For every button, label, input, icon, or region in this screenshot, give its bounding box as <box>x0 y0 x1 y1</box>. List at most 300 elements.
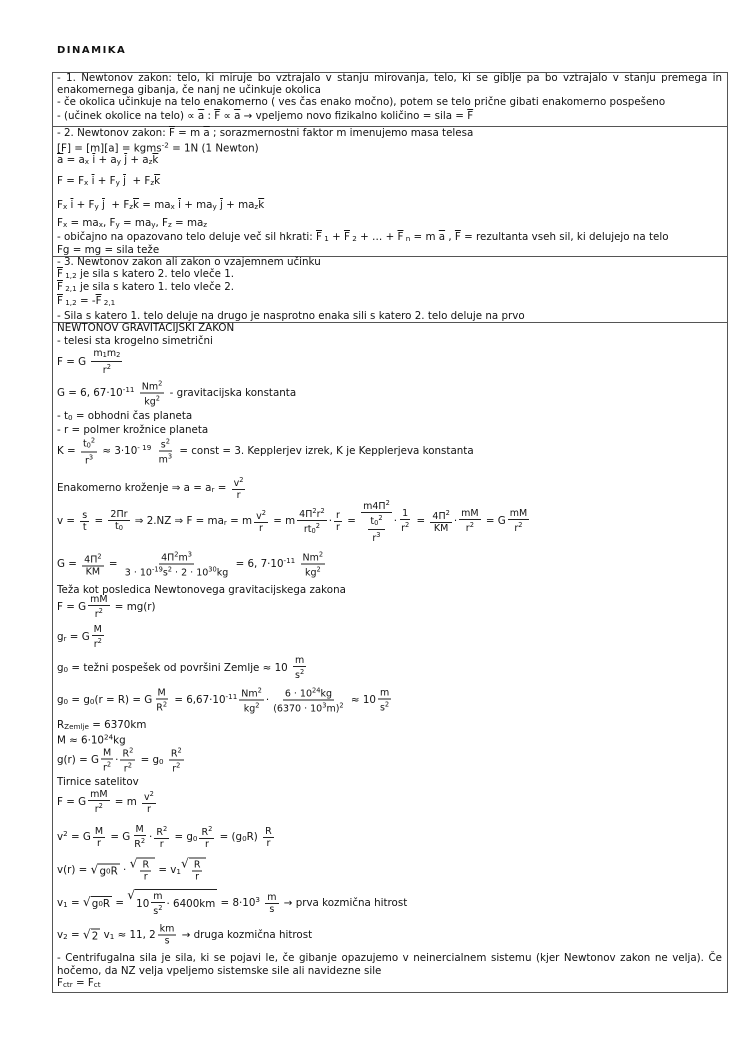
fraction-numerator <box>199 824 214 839</box>
superscript: 2 <box>299 668 305 676</box>
square-root <box>127 889 217 917</box>
vector-symbol: $\overline{k}$ <box>258 199 265 211</box>
text-run: = ma <box>139 199 171 211</box>
superscript: -19 <box>151 565 163 574</box>
text-run: = m <box>410 231 439 243</box>
fraction-numerator <box>120 746 135 761</box>
fraction <box>199 824 214 850</box>
fraction <box>158 924 177 947</box>
text-run: - običajno na opazovano telo deluje več sil hkrati: <box>57 231 317 243</box>
fraction-numerator <box>263 826 274 838</box>
text-run: r <box>372 533 377 544</box>
text-run: r <box>514 523 519 534</box>
superscript: 3 <box>322 701 327 710</box>
text-line <box>57 746 186 775</box>
fraction <box>140 860 151 883</box>
subscript: ctr <box>62 980 73 989</box>
text-run: = - <box>76 295 96 307</box>
fraction-numerator <box>81 436 97 453</box>
text-run: + ma <box>180 199 213 211</box>
text-run: G = 6, 67·10 <box>57 387 123 399</box>
superscript: 2 <box>97 552 102 560</box>
superscript: 3 <box>167 452 173 461</box>
text-run: , <box>445 231 455 243</box>
text-run: 4Π <box>299 508 313 520</box>
text-run: = v <box>155 864 177 876</box>
subscript: r <box>211 485 215 494</box>
superscript: 2 <box>158 379 163 388</box>
fraction <box>88 594 109 620</box>
fraction-numerator <box>92 624 104 636</box>
subscript: r <box>63 634 67 643</box>
text-run: Fg = mg = sila teže <box>57 244 160 256</box>
text-run: r <box>103 762 107 773</box>
fraction-denominator <box>193 872 201 883</box>
fraction <box>151 891 164 917</box>
superscript: 2 <box>261 509 266 517</box>
text-run: R <box>134 839 141 850</box>
text-run: = 1N (1 Newton) <box>168 142 259 155</box>
text-run: kg <box>113 734 126 747</box>
text-run: - Centrifugalna sila je sila, ki se pojavi le, če gibanje opazujemo v neinercialnem sistemu (kjer Newtonov zakon ne velja). Če <box>57 952 722 964</box>
text-run: r <box>94 609 99 620</box>
text-run: R <box>110 865 118 877</box>
fraction-denominator <box>303 565 323 579</box>
fraction-numerator <box>508 508 529 520</box>
vector-symbol: $\overline{a}$ <box>197 110 205 122</box>
fraction-numerator <box>400 508 410 520</box>
text-run: R <box>142 859 150 871</box>
text-run: r <box>236 490 241 501</box>
text-run: r <box>123 763 128 775</box>
subscript: 0 <box>105 866 111 875</box>
superscript: 2 <box>162 700 168 708</box>
text-line <box>57 686 393 715</box>
text-run: km <box>159 923 175 935</box>
text-run: mM <box>90 789 108 800</box>
subscript: y <box>116 157 121 166</box>
text-run: = (g <box>216 831 243 843</box>
text-run: + … + <box>356 231 398 243</box>
text-run: enakomernega gibanja, če nanj ne učinkuje okolica <box>57 84 321 96</box>
document-title: DINAMIKA <box>57 45 127 56</box>
fraction-numerator <box>159 437 172 452</box>
text-run: · <box>453 515 458 527</box>
text-run: · <box>119 864 130 876</box>
text-run: m <box>153 891 163 902</box>
superscript: 2 <box>63 829 68 838</box>
text-line <box>57 824 276 850</box>
text-run: = g <box>171 831 193 843</box>
text-line <box>57 140 259 155</box>
fraction-denominator <box>157 452 175 466</box>
fraction-numerator <box>297 506 327 521</box>
text-run: F <box>57 199 63 211</box>
text-run: · <box>328 515 333 527</box>
radicand <box>91 928 101 942</box>
text-run: r <box>401 523 405 534</box>
text-run: hočemo, da NZ velja vpeljemo sistemske sile ali navidezne sile <box>57 965 382 977</box>
fraction <box>80 510 89 533</box>
fraction-denominator <box>257 523 265 534</box>
superscript: 3 <box>187 550 192 559</box>
vector-symbol: $\overline{F}$ <box>214 110 221 122</box>
superscript: 2 <box>384 700 390 708</box>
text-run: · 6400km <box>166 898 216 910</box>
superscript: 2 <box>469 521 474 529</box>
fraction <box>81 436 97 467</box>
fraction-numerator <box>361 498 392 513</box>
text-run <box>260 897 263 909</box>
text-run: r <box>159 839 164 850</box>
subscript: 0 <box>242 834 247 843</box>
fraction-numerator <box>93 826 105 838</box>
radicand <box>137 858 155 883</box>
text-run: 1 <box>402 508 409 519</box>
text-run: s <box>379 702 385 713</box>
vector-symbol: $\overline{a}$ <box>203 127 210 139</box>
fraction <box>132 824 147 850</box>
subscript: x <box>62 220 68 229</box>
text-run: R <box>122 748 130 760</box>
text-run: = ma <box>171 217 204 229</box>
superscript: 2 <box>339 701 344 710</box>
vector-symbol: $\overline{F}$ <box>57 268 63 280</box>
text-run <box>135 387 138 399</box>
text-line <box>57 348 124 376</box>
text-run: KM <box>433 523 449 534</box>
text-run: t <box>114 520 119 532</box>
text-run: - 1. Newtonov zakon: telo, ki miruje bo vztrajalo v stanju mirovanja, telo, ki se giblje pa bo vztrajalo v stanju premega in <box>57 72 722 84</box>
text-run: F <box>57 977 63 989</box>
fraction <box>239 686 264 715</box>
text-run: kg <box>320 688 333 700</box>
text-line <box>57 952 722 964</box>
superscript: 2 <box>320 506 325 515</box>
subscript: 0 <box>192 834 198 843</box>
fraction <box>108 509 129 534</box>
text-run: M <box>102 747 112 758</box>
superscript: -11 <box>283 556 296 565</box>
subscript: 2 <box>349 234 357 243</box>
fraction-denominator <box>170 761 182 775</box>
text-run: R <box>156 702 163 713</box>
subscript: y <box>151 220 156 229</box>
text-run: = ma <box>119 217 152 229</box>
superscript: 2 <box>312 506 317 515</box>
fraction-denominator <box>151 903 164 917</box>
text-run: = m <box>174 127 204 139</box>
fraction <box>91 348 122 376</box>
subscript: z <box>129 202 134 211</box>
text-run: - Sila s katero 1. telo deluje na drugo je nasprotno enaka sili s katero 2. telo deluje na prvo <box>57 310 525 322</box>
text-run: t <box>82 521 87 533</box>
text-run: v = <box>57 515 79 527</box>
fraction <box>169 746 184 775</box>
text-run: · 2 · 10 <box>172 567 209 579</box>
fraction <box>361 498 392 544</box>
fraction-denominator <box>122 761 134 775</box>
text-run: kg <box>243 703 256 715</box>
text-line <box>57 889 407 917</box>
text-line <box>57 295 115 309</box>
subscript: Zemlje <box>64 722 89 731</box>
text-run: m <box>106 348 117 359</box>
fraction-denominator <box>113 521 125 534</box>
superscript: - 19 <box>137 443 152 452</box>
text-run: r <box>195 871 200 883</box>
fraction-denominator <box>464 520 476 534</box>
text-run: v <box>57 831 64 843</box>
text-run: = a <box>63 154 85 166</box>
superscript: 24 <box>104 732 114 742</box>
subscript: 2,1 <box>101 298 116 307</box>
text-run: · <box>393 515 398 527</box>
superscript: 2 <box>106 760 112 768</box>
fraction <box>254 508 268 534</box>
text-run: - če okolica učinkuje na telo enakomerno ( ves čas enako močno), potem se telo prične gibati enakomerno pospešeno <box>57 96 666 108</box>
text-run: m4Π <box>363 501 386 512</box>
text-run: g <box>57 694 64 706</box>
superscript: 2 <box>165 437 170 446</box>
superscript: 2 <box>174 550 179 559</box>
text-run: = 6370km <box>88 719 147 731</box>
fraction <box>293 655 306 681</box>
text-run: ⇒ 2.NZ ⇒ F = ma <box>131 515 224 527</box>
text-run: - telesi sta krogelno simetrični <box>57 335 213 347</box>
text-line <box>57 436 474 467</box>
vector-symbol: $\overline{j}$ <box>124 154 128 166</box>
text-run: · <box>115 754 119 766</box>
vector-symbol: $\overline{F}$ <box>454 231 461 243</box>
fraction-numerator <box>239 686 264 701</box>
text-run: → vpeljemo novo fizikalno količino = sila = <box>240 110 468 122</box>
text-run: m <box>178 552 188 564</box>
fraction <box>120 746 135 775</box>
fraction-denominator <box>93 801 105 815</box>
text-run: = <box>105 558 121 570</box>
fraction-numerator <box>169 746 184 761</box>
fraction-denominator <box>101 759 113 773</box>
text-line <box>57 127 473 139</box>
vector-symbol: $\overline{i}$ <box>91 175 95 187</box>
fraction <box>508 508 529 534</box>
superscript: 2 <box>106 363 111 371</box>
vector-symbol: $\overline{a}$ <box>438 231 446 243</box>
text-run: = 8·10 <box>217 897 256 909</box>
fraction-denominator <box>145 804 153 815</box>
text-run: r <box>93 639 98 650</box>
text-run: 3 · 10 <box>124 567 152 579</box>
fraction-numerator <box>158 924 177 936</box>
fraction <box>88 789 109 815</box>
radical-sign-icon: √ <box>127 888 136 902</box>
text-run: m <box>158 454 168 466</box>
vector-symbol: $\overline{i}$ <box>178 199 181 211</box>
superscript: 2 <box>176 761 181 770</box>
text-run: rt <box>303 523 312 535</box>
subscript: 0 <box>374 519 379 527</box>
text-line <box>57 732 126 747</box>
text-run: m <box>379 687 390 698</box>
text-run: = g <box>137 754 160 766</box>
text-run: = ma <box>67 217 99 229</box>
subscript: y <box>212 202 217 211</box>
text-line <box>57 498 531 544</box>
text-run: = <box>112 897 128 909</box>
fraction <box>297 506 327 537</box>
fraction-numerator <box>368 513 384 530</box>
vector-symbol: $\overline{F}$ <box>467 110 474 122</box>
text-run: Nm <box>141 381 159 393</box>
text-line <box>57 924 312 947</box>
text-run: mM <box>90 594 108 605</box>
fraction-denominator <box>83 453 95 467</box>
subscript: 0 <box>311 526 316 535</box>
text-run: 4Π <box>84 554 98 565</box>
text-run: - 3. Newtonov zakon ali zakon o vzajemnem učinku <box>57 256 321 268</box>
text-run: s <box>162 567 168 579</box>
text-run: m) <box>326 703 340 715</box>
text-run: r <box>465 523 470 534</box>
subscript: 2 <box>116 351 121 359</box>
text-run: 2Πr <box>110 508 128 520</box>
text-line <box>57 110 473 122</box>
text-run: R <box>102 898 111 910</box>
text-run: M ≈ 6·10 <box>57 734 104 747</box>
text-run: mM <box>461 508 479 519</box>
superscript: 2 <box>315 521 320 530</box>
text-run: t <box>82 438 87 450</box>
text-run: = <box>67 929 83 941</box>
text-run: ; sorazmernostni faktor m imenujemo masa telesa <box>209 127 474 139</box>
text-line <box>57 858 206 883</box>
text-run: r <box>84 455 89 467</box>
superscript: 2 <box>378 514 383 522</box>
vector-symbol: $\overline{i}$ <box>70 199 74 211</box>
subscript: ct <box>93 980 101 989</box>
text-run: v(r) = <box>57 864 91 876</box>
text-run: = rezultanta vseh sil, ki delujejo na telo <box>460 231 669 243</box>
text-run: 6 · 10 <box>284 688 313 700</box>
text-line <box>57 281 234 295</box>
square-root <box>83 896 112 910</box>
subscript: 0 <box>98 899 103 908</box>
superscript: 2 <box>404 521 410 529</box>
vector-symbol: $\overline{F}$ <box>57 295 63 307</box>
text-run: r <box>102 365 107 376</box>
text-run: kg <box>304 567 317 579</box>
text-run: R <box>265 825 272 837</box>
subscript: r <box>223 518 227 527</box>
superscript: -11 <box>225 692 238 701</box>
text-run: F = G <box>57 356 90 368</box>
text-run: : <box>204 110 215 122</box>
vector-symbol: $\overline{F}$ <box>168 127 175 139</box>
fraction <box>430 508 451 534</box>
text-run <box>295 558 298 570</box>
text-run: = const = 3. Kepplerjev izrek, K je Kepplerjeva konstanta <box>176 445 474 457</box>
fraction-denominator <box>378 699 391 713</box>
vector-symbol: $\overline{a}$ <box>57 154 64 166</box>
text-run: m <box>267 891 277 903</box>
subscript: 0 <box>68 413 73 422</box>
text-line <box>57 335 213 347</box>
square-root <box>91 863 120 877</box>
subscript: z <box>168 220 172 229</box>
fraction-numerator <box>82 551 103 566</box>
text-run: R <box>156 827 163 838</box>
text-run <box>151 445 154 457</box>
fraction-denominator <box>95 838 103 849</box>
text-run: NEWTONOV GRAVITACIJSKI ZAKON <box>57 322 235 334</box>
fraction-numerator <box>134 824 146 836</box>
text-run: + <box>328 231 345 243</box>
superscript: -2 <box>161 140 169 150</box>
subscript: n <box>403 234 411 243</box>
fraction-numerator <box>101 747 113 759</box>
text-run: 4Π <box>432 511 446 522</box>
text-run: s <box>82 509 88 521</box>
text-line <box>57 217 207 231</box>
text-run: = F <box>72 977 94 989</box>
superscript: 30 <box>208 565 217 574</box>
text-run: ∝ <box>220 110 235 122</box>
text-run: - gravitacijska konstanta <box>166 387 297 399</box>
text-run: v <box>57 897 64 909</box>
text-run: + a <box>95 154 117 166</box>
text-run: M <box>157 687 166 698</box>
text-run: m <box>294 655 305 666</box>
fraction-denominator <box>101 362 113 376</box>
fraction <box>271 686 345 715</box>
superscript: 2 <box>149 790 154 798</box>
text-run: + ma <box>222 199 255 211</box>
fraction <box>82 551 103 577</box>
superscript: 2 <box>177 746 182 755</box>
fraction-denominator <box>242 701 262 715</box>
text-line <box>57 410 192 424</box>
superscript: 2 <box>127 761 132 770</box>
fraction <box>93 826 105 849</box>
text-run: F <box>57 217 63 229</box>
text-run: s <box>164 935 170 947</box>
fraction-denominator <box>264 838 272 849</box>
vector-symbol: $\overline{i}$ <box>92 154 96 166</box>
text-line <box>57 322 234 334</box>
text-run: s <box>153 906 159 917</box>
text-run: = <box>214 482 230 494</box>
text-run: - r = polmer krožnice planeta <box>57 424 209 436</box>
text-run: t <box>370 516 375 527</box>
superscript: 2 <box>98 607 103 615</box>
fraction-numerator <box>88 594 109 606</box>
subscript: z <box>203 220 208 229</box>
text-line <box>57 965 381 977</box>
text-run: r <box>266 837 271 849</box>
text-run: = G <box>67 831 91 843</box>
text-run: + F <box>104 199 130 211</box>
text-run: g <box>57 662 64 674</box>
row-divider <box>52 992 728 993</box>
fraction-denominator <box>158 839 166 850</box>
text-run: g(r) = G <box>57 754 99 766</box>
subscript: x <box>98 220 103 229</box>
superscript: 24 <box>312 686 321 695</box>
subscript: x <box>170 202 175 211</box>
fraction <box>334 510 342 533</box>
fraction-numerator <box>142 789 156 804</box>
